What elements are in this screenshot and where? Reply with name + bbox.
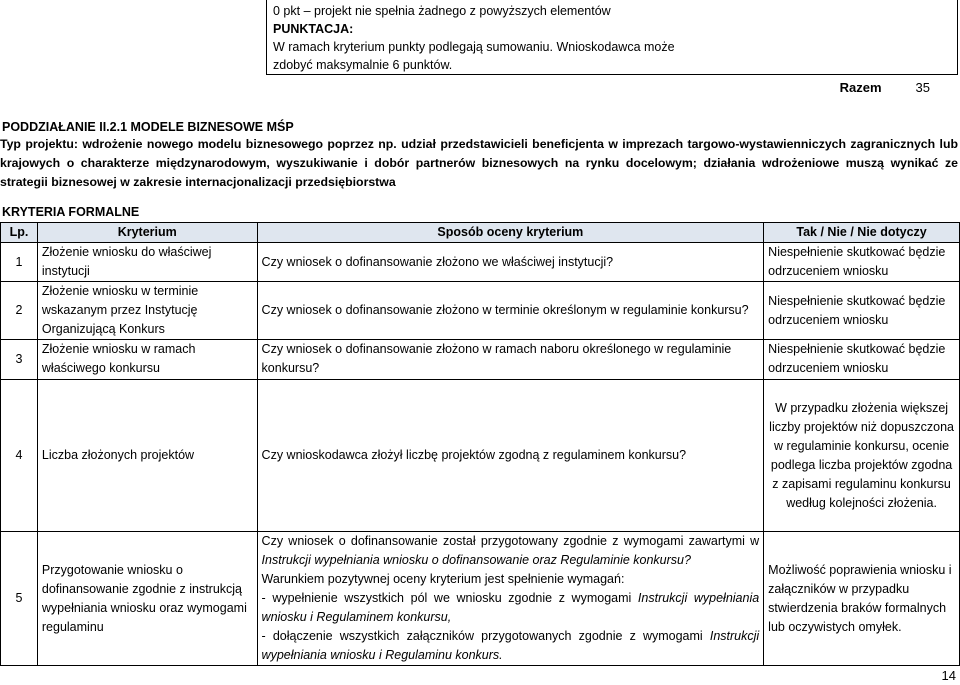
table-row — [1, 340, 960, 380]
criterion-result: W przypadku złożenia większej liczby projektów niż dopuszczona w regulaminie konkursu, ocenie podlega liczba projektów zgodna z zapisami regulaminu konkursu według kolejności złożenia. — [764, 380, 960, 532]
criterion-name: Liczba złożonych projektów — [37, 380, 257, 532]
scoring-line: W ramach kryterium punkty podlegają sumowaniu. Wnioskodawca może — [273, 40, 675, 54]
table-row — [1, 243, 960, 282]
method-paragraph: Czy wniosek o dofinansowanie został przygotowany zgodnie z wymogami zawartymi w Instrukcji wypełniania wniosku o dofinansowanie oraz Regulaminie konkursu? — [261, 534, 760, 567]
criterion-name: Przygotowanie wniosku o dofinansowanie zgodnie z instrukcją wypełniania wniosku oraz wymogami regulaminu — [37, 532, 257, 666]
table-header-row — [1, 223, 960, 243]
header-kryterium: Kryterium — [37, 223, 257, 243]
row-number: 5 — [1, 532, 38, 666]
header-sposob: Sposób oceny kryterium — [257, 223, 764, 243]
method-paragraph: Warunkiem pozytywnej oceny kryterium jest spełnienie wymagań: — [261, 572, 625, 586]
criterion-result: Niespełnienie skutkować będzie odrzuceniem wniosku — [764, 340, 960, 380]
punktacja-heading: PUNKTACJA: — [273, 22, 354, 36]
criterion-method: Czy wnioskodawca złożył liczbę projektów zgodną z regulaminem konkursu? — [257, 380, 764, 532]
total-row — [840, 80, 930, 95]
criterion-name: Złożenie wniosku w ramach właściwego konkursu — [37, 340, 257, 380]
criterion-result: Niespełnienie skutkować będzie odrzuceniem wniosku — [764, 282, 960, 340]
project-type-description: Typ projektu: wdrożenie nowego modelu biznesowego poprzez np. udział przedstawicieli beneficjenta w imprezach targowo-wystawienniczych zagranicznych lub krajowych o charakterze międzynarodowym, wyszukiwanie i dobór partnerów biznesowych na rynku docelowym; działania wdrożeniowe muszą wynikać ze strategii biznesowej w zakresie internacjonalizacji przedsiębiorstwa — [0, 137, 958, 189]
criterion-method: Czy wniosek o dofinansowanie złożono w terminie określonym w regulaminie konkursu? — [257, 282, 764, 340]
criterion-method: Czy wniosek o dofinansowanie złożono w ramach naboru określonego w regulaminie konkursu? — [257, 340, 764, 380]
header-tak-nie: Tak / Nie / Nie dotyczy — [764, 223, 960, 243]
method-paragraph: - wypełnienie wszystkich pól we wniosku zgodnie z wymogami Instrukcji wypełniania wniosku i Regulaminem konkursu, — [261, 591, 760, 624]
criterion-method: Czy wniosek o dofinansowanie złożono we właściwej instytucji? — [257, 243, 764, 282]
table-row — [1, 380, 960, 532]
method-paragraph: - dołączenie wszystkich załączników przygotowanych zgodnie z wymogami Instrukcji wypełniania wniosku i Regulaminu konkurs. — [261, 629, 760, 662]
page-number: 14 — [941, 668, 956, 683]
criterion-name: Złożenie wniosku do właściwej instytucji — [37, 243, 257, 282]
table-row — [1, 532, 960, 666]
row-number: 2 — [1, 282, 38, 340]
section-title: PODDZIAŁANIE II.2.1 MODELE BIZNESOWE MŚP — [2, 120, 294, 134]
row-number: 3 — [1, 340, 38, 380]
criterion-method — [257, 532, 764, 666]
header-lp: Lp. — [1, 223, 38, 243]
scoring-note-box — [266, 0, 958, 75]
criterion-name: Złożenie wniosku w terminie wskazanym przez Instytucję Organizującą Konkurs — [37, 282, 257, 340]
criterion-result: Możliwość poprawienia wniosku i załączników w przypadku stwierdzenia braków formalnych lub oczywistych omyłek. — [764, 532, 960, 666]
criterion-result: Niespełnienie skutkować będzie odrzuceniem wniosku — [764, 243, 960, 282]
scoring-line: zdobyć maksymalnie 6 punktów. — [273, 58, 453, 72]
total-label: Razem — [839, 80, 882, 95]
row-number: 1 — [1, 243, 38, 282]
criteria-table — [0, 222, 960, 666]
total-value: 35 — [915, 80, 930, 95]
criteria-heading: KRYTERIA FORMALNE — [2, 205, 140, 219]
table-row — [1, 282, 960, 340]
scoring-line: 0 pkt – projekt nie spełnia żadnego z powyższych elementów — [273, 4, 611, 18]
row-number: 4 — [1, 380, 38, 532]
